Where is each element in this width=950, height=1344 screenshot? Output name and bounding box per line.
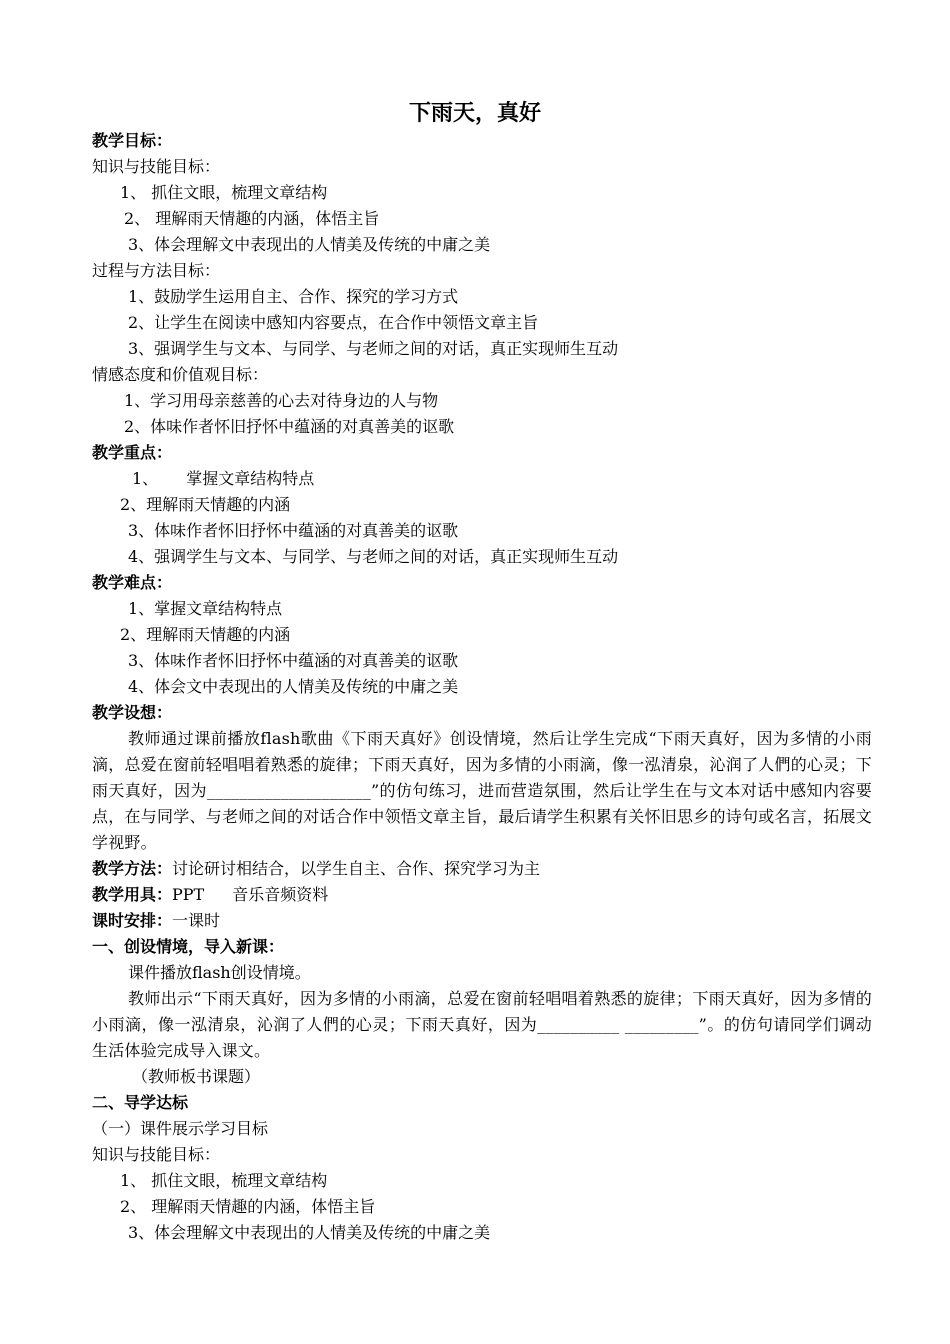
tools-ppt: PPT [172,885,205,904]
list-item: 3、体味作者怀旧抒怀中蕴涵的对真善美的讴歌 [128,521,459,540]
list-item: 1、 抓住文眼，梳理文章结构 [120,183,328,202]
list-item: 2、 理解雨天情趣的内涵，体悟主旨 [120,1197,376,1216]
section-one-note: （教师板书课题） [132,1067,261,1086]
section-one-paragraph: 教师出示“下雨天真好，因为多情的小雨滴，总爱在窗前轻唱唱着熟悉的旋律；下雨天真好，因为多情的小雨滴，像一泓清泉，沁润了人們的心灵；下雨天真好，因为__________ _________”。的仿句请同学们调动生活体验完成导入课文。 [92,989,872,1060]
section-two-subheading: （一）课件展示学习目标 [92,1119,269,1138]
schedule-text: 一课时 [172,911,221,930]
list-item: 3、强调学生与文本、与同学、与老师之间的对话，真正实现师生互动 [128,339,619,358]
heading-design: 教学设想： [92,703,173,722]
schedule-label: 课时安排： [92,911,173,930]
list-item: 4、体会文中表现出的人情美及传统的中庸之美 [128,677,459,696]
heading-teaching-goals: 教学目标： [92,131,173,150]
page-title: 下雨天，真好 [408,101,541,126]
list-item: 1、 抓住文眼，梳理文章结构 [120,1171,328,1190]
list-item: 2、理解雨天情趣的内涵 [120,495,291,514]
section-one-line: 课件播放flash创设情境。 [128,963,311,982]
list-item: 2、理解雨天情趣的内涵 [120,625,291,644]
list-number: 1、 [132,469,159,488]
subheading-emotion: 情感态度和价值观目标： [92,365,269,384]
section-two-knowledge: 知识与技能目标： [92,1145,221,1164]
tools-audio: 音乐音频资料 [232,885,329,904]
document-body [92,128,872,1246]
list-item: 1、学习用母亲慈善的心去对待身边的人与物 [124,391,439,410]
list-item: 4、强调学生与文本、与同学、与老师之间的对话，真正实现师生互动 [128,547,619,566]
list-item: 1、掌握文章结构特点 [128,599,283,618]
teaching-tools-line [92,882,872,908]
subheading-knowledge: 知识与技能目标： [92,157,221,176]
section-one-heading: 一、创设情境，导入新课： [92,937,285,956]
design-paragraph: 教师通过课前播放flash歌曲《下雨天真好》创设情境，然后让学生完成“下雨天真好，因为多情的小雨滴，总爱在窗前轻唱唱着熟悉的旋律；下雨天真好，因为多情的小雨滴，像一泓清泉，沁润了人們的心灵；下雨天真好，因为____________________”的仿句练习，进而营造氛围，然后让学生在与文本对话中感知内容要点，在与同学、与老师之间的对话合作中领悟文章主旨，最后请学生积累有关怀旧思乡的诗句或名言，拓展文学视野。 [92,729,872,852]
list-item: 2、让学生在阅读中感知内容要点，在合作中领悟文章主旨 [128,313,539,332]
list-item: 3、体会理解文中表现出的人情美及传统的中庸之美 [128,235,491,254]
schedule-line [92,908,872,934]
subheading-process: 过程与方法目标： [92,261,221,280]
list-item: 3、体味作者怀旧抒怀中蕴涵的对真善美的讴歌 [128,651,459,670]
heading-key-points: 教学重点： [92,443,173,462]
list-item: 2、体味作者怀旧抒怀中蕴涵的对真善美的讴歌 [124,417,455,436]
list-item: 2、 理解雨天情趣的内涵，体悟主旨 [124,209,380,228]
list-item: 1、鼓励学生运用自主、合作、探究的学习方式 [128,287,459,306]
list-item [92,466,872,492]
teaching-method-line [92,856,872,882]
section-two-heading: 二、导学达标 [92,1093,189,1112]
method-text: 讨论研讨相结合，以学生自主、合作、探究学习为主 [172,859,541,878]
tools-label: 教学用具： [92,885,173,904]
heading-difficulties: 教学难点： [92,573,173,592]
method-label: 教学方法： [92,859,173,878]
list-text: 掌握文章结构特点 [186,469,315,488]
list-item: 3、体会理解文中表现出的人情美及传统的中庸之美 [128,1223,491,1242]
